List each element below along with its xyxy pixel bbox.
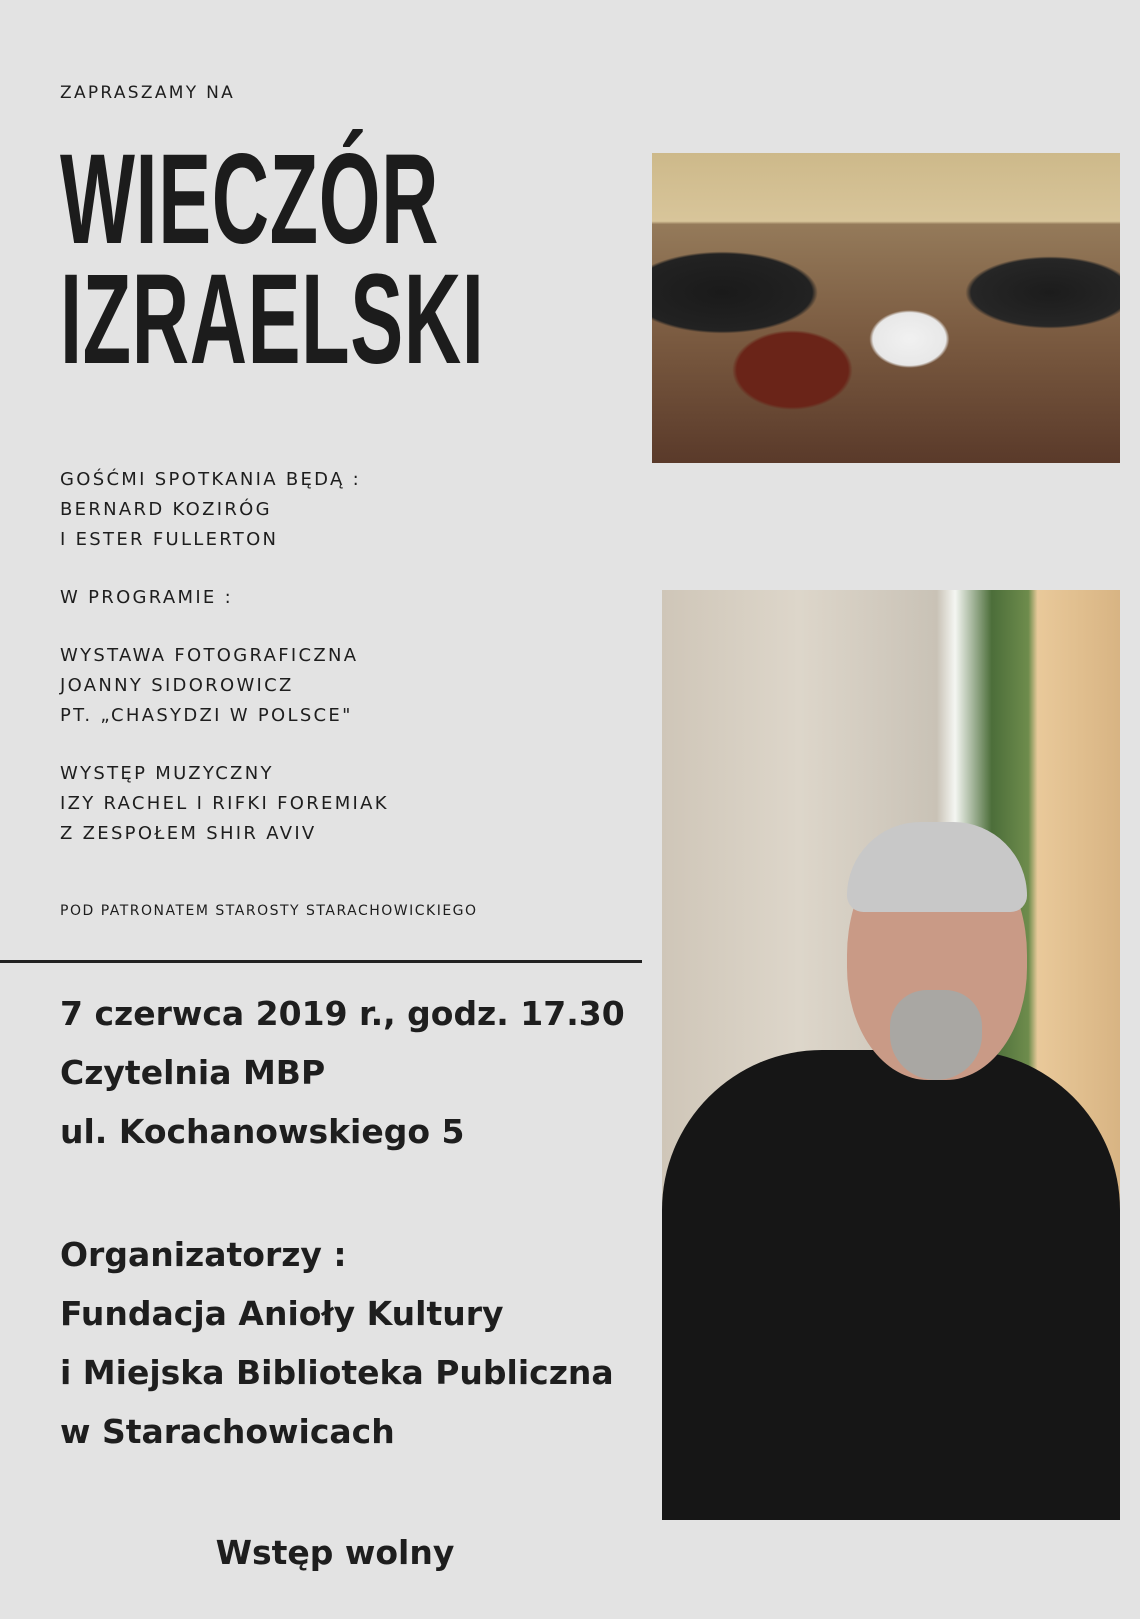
exhibition-block <box>60 641 358 731</box>
title-line-1: WIECZÓR <box>60 128 440 271</box>
western-wall-photo <box>652 153 1120 463</box>
guests-heading: GOŚĆMI SPOTKANIA BĘDĄ : <box>60 469 361 490</box>
exhibition-line: JOANNY SIDOROWICZ <box>60 675 294 696</box>
divider-line <box>0 960 642 963</box>
program-heading: W PROGRAMIE : <box>60 587 233 608</box>
exhibition-line: WYSTAWA FOTOGRAFICZNA <box>60 645 359 666</box>
event-details <box>60 984 625 1161</box>
concert-line: IZY RACHEL I RIFKI FOREMIAK <box>60 793 389 814</box>
organizer-line: w Starachowicach <box>60 1412 395 1451</box>
organizers-block <box>60 1225 614 1461</box>
exhibition-line: PT. „CHASYDZI W POLSCE" <box>60 705 353 726</box>
guest-portrait-photo <box>662 590 1120 1520</box>
concert-line: WYSTĘP MUZYCZNY <box>60 763 274 784</box>
free-entry-text: Wstęp wolny <box>215 1533 455 1572</box>
concert-block <box>60 759 389 849</box>
portrait-shirt <box>662 1050 1120 1520</box>
organizers-heading: Organizatorzy : <box>60 1235 347 1274</box>
event-venue: Czytelnia MBP <box>60 1053 326 1092</box>
title-line-2: IZRAELSKI <box>60 248 485 391</box>
invite-text: ZAPRASZAMY NA <box>60 83 236 103</box>
portrait-hair <box>847 822 1027 912</box>
concert-line: Z ZESPOŁEM SHIR AVIV <box>60 823 317 844</box>
event-date: 7 czerwca 2019 r., godz. 17.30 <box>60 994 625 1033</box>
patronage-text: POD PATRONATEM STAROSTY STARACHOWICKIEGO <box>60 903 478 919</box>
guests-block <box>60 465 361 555</box>
guest-2: I ESTER FULLERTON <box>60 529 279 550</box>
organizer-line: i Miejska Biblioteka Publiczna <box>60 1353 614 1392</box>
organizer-line: Fundacja Anioły Kultury <box>60 1294 504 1333</box>
guest-1: BERNARD KOZIRÓG <box>60 499 272 520</box>
portrait-beard <box>890 990 982 1080</box>
event-address: ul. Kochanowskiego 5 <box>60 1112 465 1151</box>
